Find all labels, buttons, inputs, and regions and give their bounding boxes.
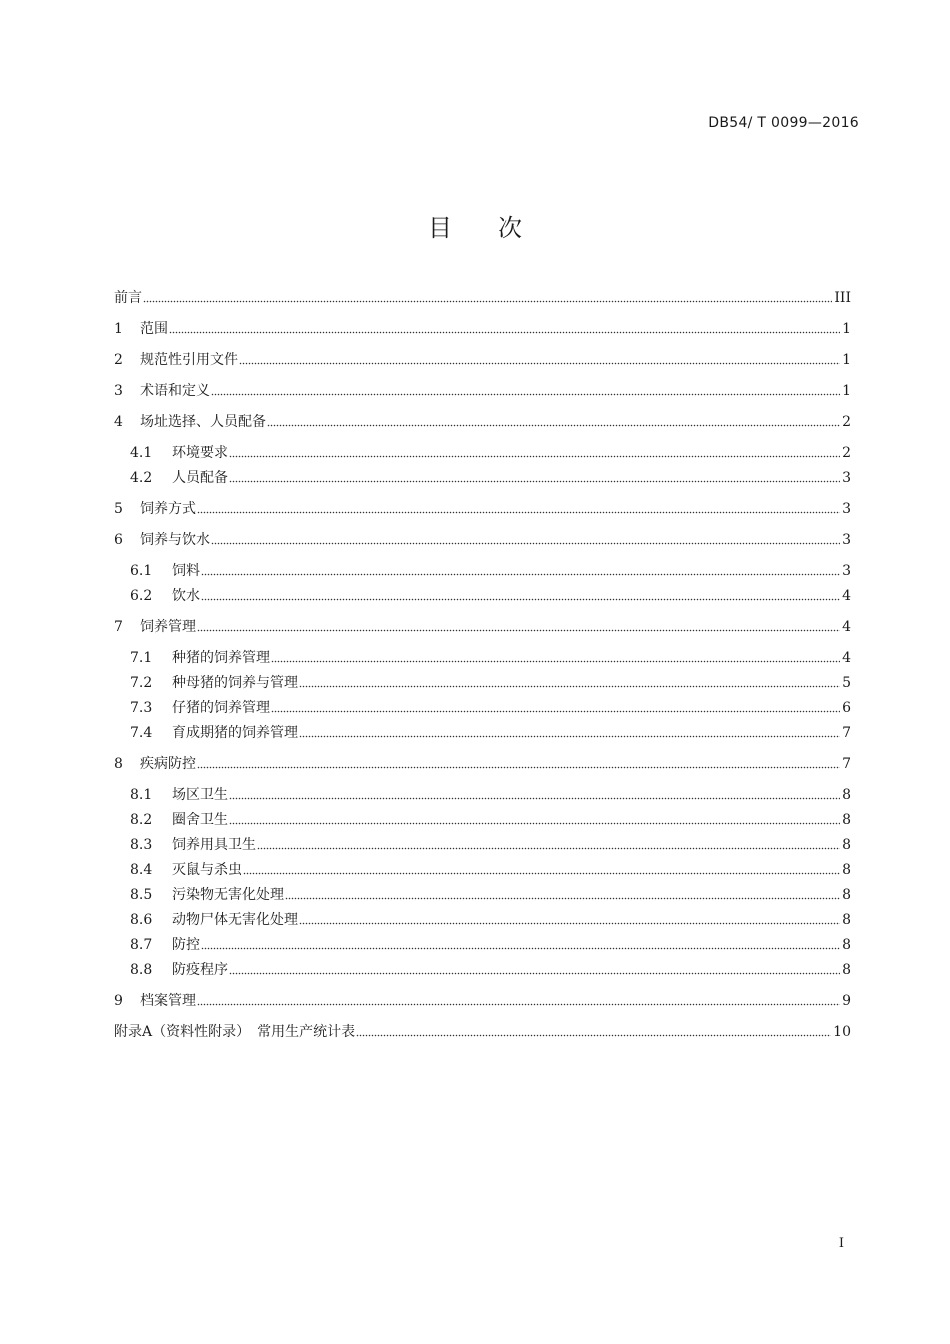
toc-entry-page: 3 [842,563,851,579]
toc-entry-page: 2 [842,414,851,430]
toc-dot-leader [197,1001,840,1006]
toc-dot-leader [229,820,840,825]
toc-entry-number: 7 [114,619,123,635]
toc-entry-page: 6 [842,700,851,716]
toc-entry-label: 环境要求 [172,445,228,461]
toc-entry-label: 仔猪的饲养管理 [172,700,270,716]
toc-entry-page: 1 [842,321,851,337]
toc-dot-leader [197,509,840,514]
toc-entry-page: 9 [842,993,851,1009]
toc-entry-label: 防疫程序 [172,962,228,978]
toc-dot-leader [201,945,840,950]
toc-entry-page: 5 [842,675,851,691]
toc-title: 目次 [428,214,568,242]
toc-entry[interactable] [130,443,851,463]
toc-dot-leader [229,970,840,975]
toc-entry-page: 4 [842,619,851,635]
toc-entry-number: 6 [114,532,123,548]
toc-entry-page: 8 [842,912,851,928]
toc-entry-page: 1 [842,352,851,368]
toc-dot-leader [169,329,840,334]
document-code: DB54/ T 0099—2016 [708,115,859,131]
toc-entry-number: 1 [114,321,123,337]
toc-dot-leader [211,540,840,545]
toc-entry-label: 防控 [172,937,200,953]
toc-entry-label: 前言 [114,290,142,306]
toc-entry-number: 8.3 [130,837,153,853]
toc-entry-page: 7 [842,756,851,772]
toc-entry-number: 2 [114,352,123,368]
toc-entry-label: 育成期猪的饲养管理 [172,725,298,741]
table-of-contents [114,0,851,1100]
toc-entry[interactable] [130,785,851,805]
toc-entry-number: 4.1 [130,445,153,461]
toc-entry[interactable] [130,960,851,980]
toc-entry[interactable] [130,910,851,930]
toc-entry-page: 8 [842,962,851,978]
toc-entry-number: 7.1 [130,650,153,666]
toc-entry-page: 7 [842,725,851,741]
toc-entry[interactable] [130,835,851,855]
toc-entry-number: 7.3 [130,700,153,716]
toc-entry-number: 8.4 [130,862,153,878]
toc-entry-number: 8.8 [130,962,153,978]
toc-entry-label: 人员配备 [172,470,228,486]
toc-entry[interactable] [130,810,851,830]
toc-entry[interactable] [130,723,851,743]
toc-entry-page: 2 [842,445,851,461]
toc-entry-number: 9 [114,993,123,1009]
toc-entry-number: 8.7 [130,937,153,953]
toc-entry[interactable] [114,319,851,339]
toc-entry[interactable] [114,288,851,308]
toc-entry-number: 8.6 [130,912,153,928]
toc-entry-page: 4 [842,588,851,604]
toc-entry[interactable] [130,561,851,581]
toc-dot-leader [211,391,840,396]
toc-dot-leader [257,845,840,850]
toc-dot-leader [229,478,840,483]
toc-entry-number: 8.2 [130,812,153,828]
toc-entry-label: 饲养方式 [140,501,196,517]
toc-entry-page: 10 [833,1024,851,1040]
footer-page-number: I [838,1236,844,1251]
toc-entry-page: 8 [842,862,851,878]
toc-entry-page: 3 [842,470,851,486]
toc-entry[interactable] [130,885,851,905]
toc-entry-page: 8 [842,837,851,853]
toc-entry-label: 污染物无害化处理 [172,887,284,903]
toc-entry-label: 场址选择、人员配备 [140,414,266,430]
toc-entry-label: 圈舍卫生 [172,812,228,828]
toc-dot-leader [201,596,840,601]
toc-entry[interactable] [114,991,851,1011]
toc-entry[interactable] [114,350,851,370]
toc-entry-page: 8 [842,812,851,828]
toc-dot-leader [201,571,840,576]
toc-entry-label: 档案管理 [140,993,196,1009]
toc-dot-leader [267,422,840,427]
toc-entry-label: 饲养管理 [140,619,196,635]
toc-entry-page: 3 [842,532,851,548]
toc-entry[interactable] [130,860,851,880]
toc-dot-leader [239,360,840,365]
toc-entry-number: 8 [114,756,123,772]
toc-entry[interactable] [114,1022,851,1042]
toc-entry[interactable] [114,754,851,774]
toc-entry-number: 7.4 [130,725,153,741]
toc-dot-leader [271,658,840,663]
toc-entry-number: 8.1 [130,787,153,803]
toc-dot-leader [299,683,840,688]
toc-entry[interactable] [114,617,851,637]
toc-entry-page: 1 [842,383,851,399]
toc-entry-page: 4 [842,650,851,666]
toc-entry-label: 饲养与饮水 [140,532,210,548]
toc-entry-number: 4 [114,414,123,430]
toc-entry-number: 6.2 [130,588,153,604]
toc-entry[interactable] [114,499,851,519]
toc-dot-leader [285,895,840,900]
toc-entry[interactable] [130,935,851,955]
toc-entry[interactable] [114,412,851,432]
toc-entry-number: 3 [114,383,123,399]
toc-entry-label: 种母猪的饲养与管理 [172,675,298,691]
toc-dot-leader [356,1032,831,1037]
toc-entry-label: 术语和定义 [140,383,210,399]
toc-dot-leader [271,708,840,713]
toc-entry-number: 5 [114,501,123,517]
toc-dot-leader [299,920,840,925]
toc-entry-number: 6.1 [130,563,153,579]
toc-dot-leader [229,795,840,800]
toc-entry-number: 4.2 [130,470,153,486]
toc-dot-leader [229,453,840,458]
toc-entry-page: 8 [842,787,851,803]
toc-entry-page: 3 [842,501,851,517]
toc-entry-label: 饲养用具卫生 [172,837,256,853]
toc-entry-page: 8 [842,887,851,903]
toc-entry[interactable] [130,673,851,693]
toc-entry[interactable] [130,698,851,718]
toc-entry[interactable] [114,381,851,401]
toc-entry-label: 饮水 [172,588,200,604]
toc-entry[interactable] [114,530,851,550]
toc-entry-label: 场区卫生 [172,787,228,803]
toc-dot-leader [197,764,840,769]
toc-entry[interactable] [130,468,851,488]
toc-dot-leader [299,733,840,738]
toc-dot-leader [197,627,840,632]
toc-entry-label: 疾病防控 [140,756,196,772]
toc-dot-leader [243,870,840,875]
toc-entry-label: 范围 [140,321,168,337]
toc-entry-label: 饲料 [172,563,200,579]
toc-entry-label: 种猪的饲养管理 [172,650,270,666]
toc-entry[interactable] [130,586,851,606]
toc-entry-label: 规范性引用文件 [140,352,238,368]
toc-entry-label: 动物尸体无害化处理 [172,912,298,928]
toc-entry-label: 附录A（资料性附录） 常用生产统计表 [114,1024,356,1040]
toc-entry-label: 灭鼠与杀虫 [172,862,242,878]
toc-entry-number: 8.5 [130,887,153,903]
toc-entry-page: III [834,290,851,306]
toc-dot-leader [143,298,832,303]
toc-entry-number: 7.2 [130,675,153,691]
toc-entry[interactable] [130,648,851,668]
toc-entry-page: 8 [842,937,851,953]
